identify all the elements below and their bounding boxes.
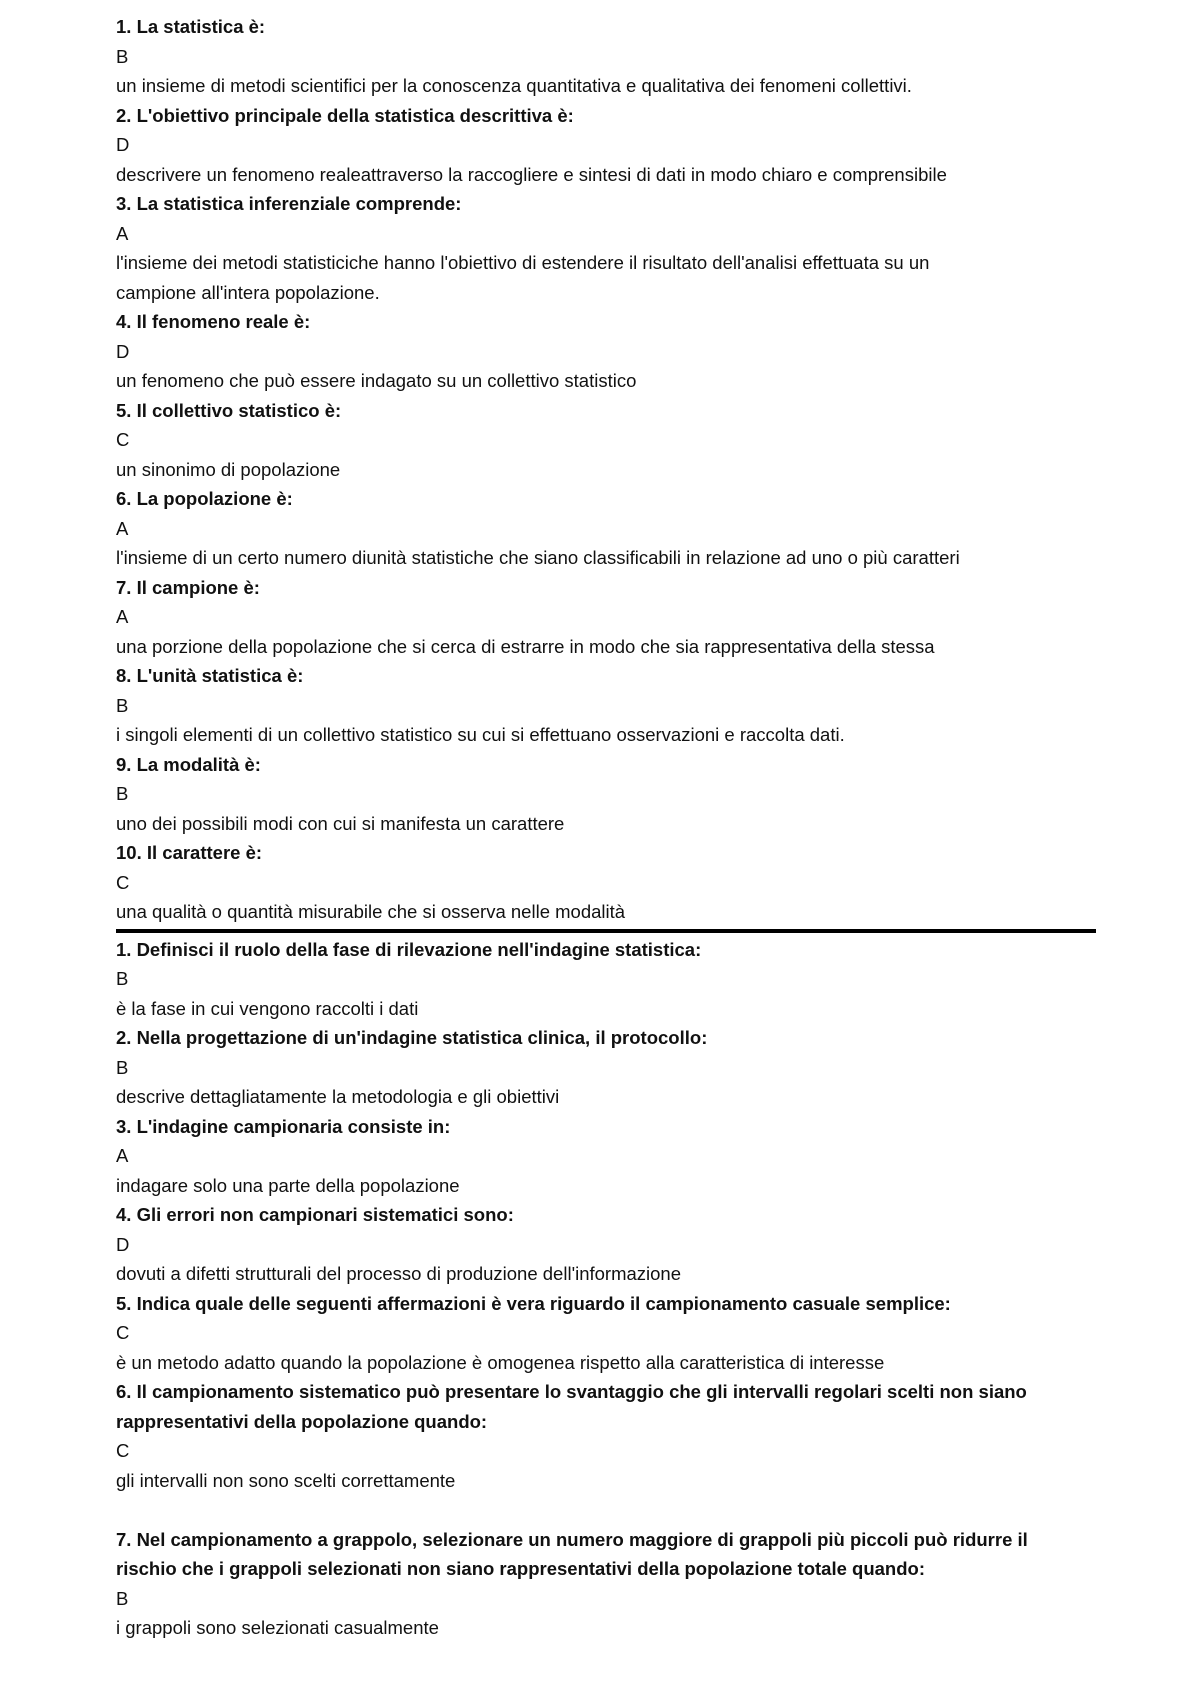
question-text-continued: rischio che i grappoli selezionati non siano rappresentativi della popolazione totale quando: (116, 1558, 925, 1579)
answer-letter: D (116, 340, 130, 362)
answer-letter: C (116, 429, 130, 450)
answer-text: gli intervalli non sono scelti correttamente (116, 1469, 456, 1491)
question-text: 4. Gli errori non campionari sistematici sono: (116, 1204, 514, 1225)
section-2 (116, 935, 1096, 1643)
answer-text-continued: campione all'intera popolazione. (116, 281, 380, 303)
answer-text: i grappoli sono selezionati casualmente (116, 1617, 439, 1638)
answer-text: un sinonimo di popolazione (116, 458, 341, 480)
answer-text: un fenomeno che può essere indagato su un collettivo statistico (116, 370, 637, 391)
answer-letter: A (116, 517, 129, 539)
blank-line (116, 1495, 1096, 1525)
answer-text: descrivere un fenomeno realeattraverso la raccogliere e sintesi di dati in modo chiaro e comprensibile (116, 163, 947, 185)
answer-text: i singoli elementi di un collettivo statistico su cui si effettuano osservazioni e raccolta dati. (116, 724, 845, 745)
answer-letter: A (116, 1145, 129, 1166)
question-text: 6. Il campionamento sistematico può presentare lo svantaggio che gli intervalli regolari scelti non siano (116, 1381, 1027, 1402)
question-text: 8. L'unità statistica è: (116, 665, 304, 686)
answer-text: una qualità o quantità misurabile che si osserva nelle modalità (116, 901, 626, 922)
question-text: 7. Nel campionamento a grappolo, selezionare un numero maggiore di grappoli più piccoli può ridurre il (116, 1528, 1028, 1550)
question-text: 4. Il fenomeno reale è: (116, 311, 311, 332)
answer-letter: C (116, 1440, 130, 1461)
answer-letter: B (116, 45, 129, 67)
answer-text: l'insieme di un certo numero diunità statistiche che siano classificabili in relazione ad uno o più caratteri (116, 547, 960, 568)
answer-letter: B (116, 1056, 129, 1078)
answer-letter: B (116, 694, 129, 716)
question-text: 5. Il collettivo statistico è: (116, 399, 342, 421)
answer-letter: C (116, 871, 130, 893)
answer-text: è un metodo adatto quando la popolazione è omogenea rispetto alla caratteristica di interesse (116, 1351, 885, 1373)
answer-text: l'insieme dei metodi statisticiche hanno l'obiettivo di estendere il risultato dell'analisi effettuata su un (116, 252, 930, 273)
question-text: 2. Nella progettazione di un'indagine statistica clinica, il protocollo: (116, 1027, 708, 1048)
answer-text: una porzione della popolazione che si cerca di estrarre in modo che sia rappresentativa della stessa (116, 635, 935, 657)
answer-text: dovuti a difetti strutturali del processo di produzione dell'informazione (116, 1263, 682, 1284)
question-text: 9. La modalità è: (116, 753, 261, 775)
question-text: 3. La statistica inferenziale comprende: (116, 193, 462, 214)
question-text: 10. Il carattere è: (116, 842, 263, 863)
answer-text: indagare solo una parte della popolazione (116, 1174, 460, 1196)
question-text: 6. La popolazione è: (116, 488, 293, 509)
document-page (116, 12, 1096, 1643)
question-text: 2. L'obiettivo principale della statistica descrittiva è: (116, 104, 574, 126)
answer-letter: B (116, 968, 129, 989)
answer-letter: D (116, 1233, 130, 1255)
question-text: 3. L'indagine campionaria consiste in: (116, 1115, 451, 1137)
question-text: 7. Il campione è: (116, 576, 260, 598)
answer-letter: D (116, 134, 130, 155)
answer-text: un insieme di metodi scientifici per la conoscenza quantitativa e qualitativa dei fenomeni collettivi. (116, 75, 912, 96)
answer-text: è la fase in cui vengono raccolti i dati (116, 997, 419, 1019)
answer-text: uno dei possibili modi con cui si manifesta un carattere (116, 812, 565, 834)
section-divider (116, 929, 1096, 933)
answer-text: descrive dettagliatamente la metodologia e gli obiettivi (116, 1086, 560, 1107)
answer-letter: C (116, 1322, 130, 1343)
answer-letter: A (116, 606, 129, 627)
answer-letter: A (116, 222, 129, 244)
question-text: 5. Indica quale delle seguenti affermazioni è vera riguardo il campionamento casuale semplice: (116, 1292, 951, 1314)
question-text-continued: rappresentativi della popolazione quando: (116, 1410, 488, 1432)
answer-letter: B (116, 1587, 129, 1609)
section-1 (116, 12, 1096, 927)
question-text: 1. La statistica è: (116, 16, 266, 37)
answer-letter: B (116, 783, 129, 804)
question-text: 1. Definisci il ruolo della fase di rilevazione nell'indagine statistica: (116, 938, 702, 960)
